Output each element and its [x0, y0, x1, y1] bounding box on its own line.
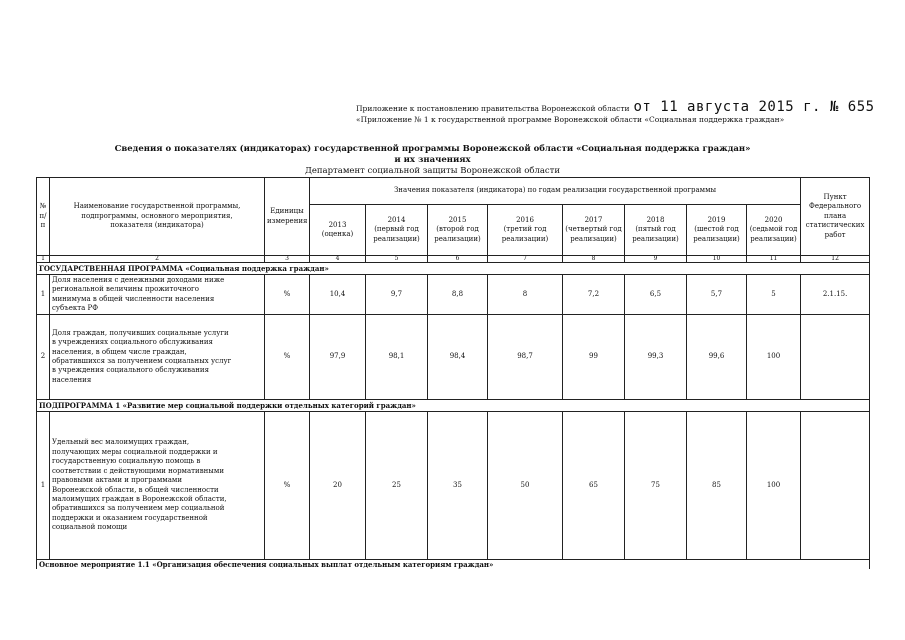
year-header: 2015 (второй год реализации): [428, 205, 488, 256]
value-cell: 5: [747, 275, 801, 315]
col-unit-header: Единицы измерения: [265, 178, 310, 256]
value-cell: 65: [563, 412, 625, 560]
value-cell: 25: [366, 412, 428, 560]
plan-cell: [801, 412, 870, 560]
column-numbers-row: [37, 256, 870, 263]
approval-line: [356, 99, 875, 115]
col-name-header: Наименование государственной программы, подпрограммы, основного мероприятия, показателя (индикатора): [50, 178, 265, 256]
value-cell: 7,2: [563, 275, 625, 315]
department-name: Департамент социальной защиты Воронежской области: [304, 166, 561, 176]
column-number: 12: [801, 256, 870, 263]
column-number: 10: [687, 256, 747, 263]
indicator-name: Доля граждан, получивших социальные услуги в учреждениях социального обслуживания населения, в общем числе граждан, обратившихся за получением социальных услуг в учреждения социального обслуживания населения: [50, 315, 265, 400]
section-subprogram-1: ПОДПРОГРАММА 1 «Развитие мер социальной поддержки отдельных категорий граждан»: [37, 400, 870, 412]
plan-cell: [801, 315, 870, 400]
year-header: 2020 (седьмой год реализации): [747, 205, 801, 256]
value-cell: 35: [428, 412, 488, 560]
value-cell: 99,6: [687, 315, 747, 400]
column-number: 5: [366, 256, 428, 263]
indicator-name: Доля населения с денежными доходами ниже региональной величины прожиточного минимума в общей численности населения субъекта РФ: [50, 275, 265, 315]
table-row: [37, 315, 870, 400]
year-header: 2019 (шестой год реализации): [687, 205, 747, 256]
indicators-table: [36, 177, 870, 569]
value-cell: 98,1: [366, 315, 428, 400]
col-num-header: № п/п: [37, 178, 50, 256]
document-title: Сведения о показателях (индикаторах) государственной программы Воронежской области «Социальная поддержка граждан»: [114, 144, 751, 154]
unit-cell: %: [265, 412, 310, 560]
value-cell: 100: [747, 315, 801, 400]
value-cell: 99: [563, 315, 625, 400]
value-cell: 10,4: [310, 275, 366, 315]
approval-text: Приложение к постановлению правительства Воронежской области: [356, 104, 630, 113]
value-cell: 97,9: [310, 315, 366, 400]
column-number: 4: [310, 256, 366, 263]
year-header: 2013 (оценка): [310, 205, 366, 256]
plan-cell: 2.1.15.: [801, 275, 870, 315]
value-cell: 98,7: [488, 315, 563, 400]
indicator-name: Удельный вес малоимущих граждан, получающих меры социальной поддержки и государственную социальную помощь в соответствии с действующими нормативными правовыми актами и программами Воронежской области, в общей численности малоимущих граждан в Воронежской области, обратившихся за получением мер социальной поддержки и оказанием государственной социальной помощи: [50, 412, 265, 560]
value-cell: 6,5: [625, 275, 687, 315]
column-number: 11: [747, 256, 801, 263]
header-row: [37, 178, 870, 205]
unit-cell: %: [265, 315, 310, 400]
value-cell: 75: [625, 412, 687, 560]
value-cell: 8,8: [428, 275, 488, 315]
values-group-header: Значения показателя (индикатора) по годам реализации государственной программы: [310, 178, 801, 205]
value-cell: 85: [687, 412, 747, 560]
section-state-program: ГОСУДАРСТВЕННАЯ ПРОГРАММА «Социальная поддержка граждан»: [37, 263, 870, 275]
year-header: 2017 (четвертый год реализации): [563, 205, 625, 256]
value-cell: 8: [488, 275, 563, 315]
table-row: [37, 275, 870, 315]
section-row: [37, 400, 870, 412]
column-number: 7: [488, 256, 563, 263]
document-title-line2: и их значениях: [394, 155, 471, 165]
table-row: [37, 412, 870, 560]
value-cell: 99,3: [625, 315, 687, 400]
value-cell: 20: [310, 412, 366, 560]
column-number: 1: [37, 256, 50, 263]
value-cell: 100: [747, 412, 801, 560]
column-number: 9: [625, 256, 687, 263]
section-row: [37, 560, 870, 570]
row-number: 1: [37, 412, 50, 560]
column-number: 6: [428, 256, 488, 263]
appendix-line: «Приложение № 1 к государственной программе Воронежской области «Социальная поддержка граждан»: [356, 115, 785, 124]
row-number: 1: [37, 275, 50, 315]
year-header: 2018 (пятый год реализации): [625, 205, 687, 256]
date-stamp: от 11 августа 2015 г. № 655: [633, 99, 875, 115]
year-header: 2016 (третий год реализации): [488, 205, 563, 256]
section-main-activity-1-1: Основное мероприятие 1.1 «Организация обеспечения социальных выплат отдельным категориям граждан»: [37, 560, 870, 570]
year-header: 2014 (первый год реализации): [366, 205, 428, 256]
value-cell: 5,7: [687, 275, 747, 315]
value-cell: 9,7: [366, 275, 428, 315]
column-number: 3: [265, 256, 310, 263]
col-plan-header: Пункт Федерального плана статистических работ: [801, 178, 870, 256]
section-row: [37, 263, 870, 275]
value-cell: 98,4: [428, 315, 488, 400]
column-number: 2: [50, 256, 265, 263]
unit-cell: %: [265, 275, 310, 315]
column-number: 8: [563, 256, 625, 263]
row-number: 2: [37, 315, 50, 400]
value-cell: 50: [488, 412, 563, 560]
